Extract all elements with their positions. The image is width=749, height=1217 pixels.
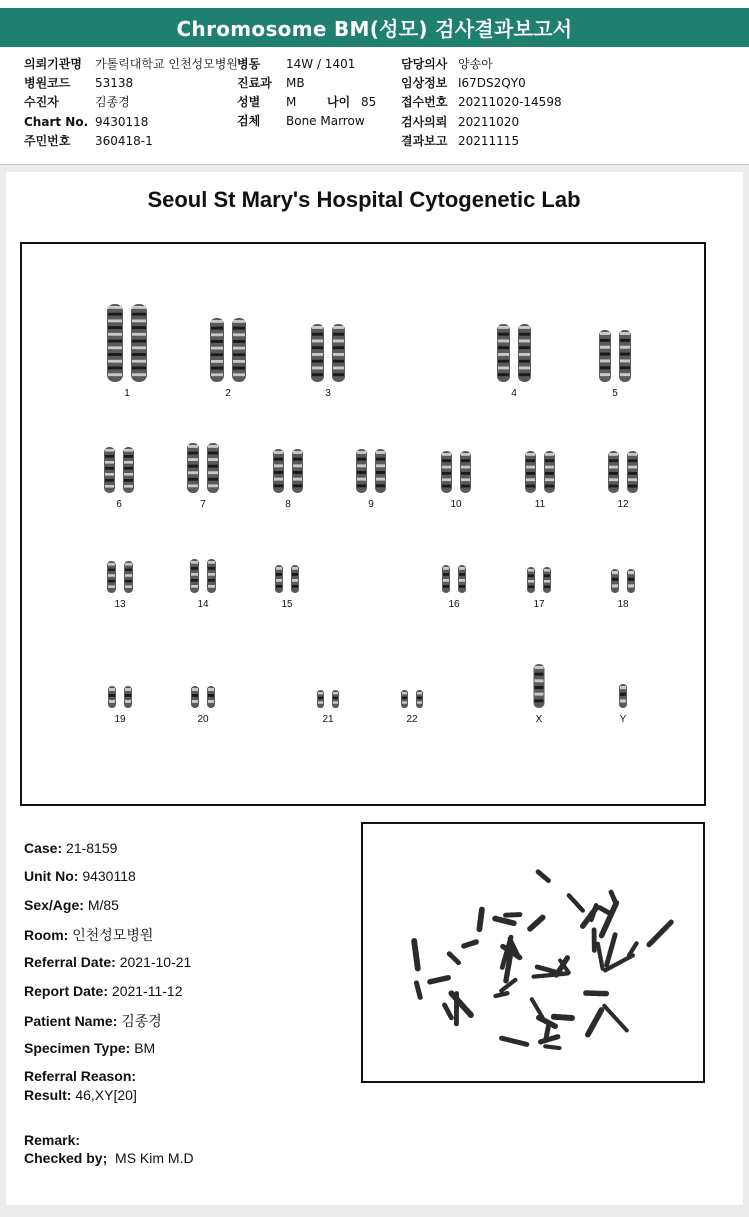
metaphase-chromosome xyxy=(414,941,418,968)
chromosome-pair-9 xyxy=(353,447,389,495)
metaphase-chromosome xyxy=(530,917,543,928)
metaphase-chromosome xyxy=(479,910,481,930)
info-age: 나이 85 xyxy=(327,95,377,109)
metaphase-chromosome xyxy=(604,1006,626,1031)
chromosome-pair-14 xyxy=(187,557,219,595)
info-ward: 병동 14W / 1401 xyxy=(237,57,356,71)
metaphase-chromosome xyxy=(586,993,607,994)
chromosome-pair-11 xyxy=(522,449,558,495)
report-title: Chromosome BM(성모) 검사결과보고서 xyxy=(176,17,573,41)
info-sex: 성별 M xyxy=(237,95,297,109)
chromosome-pair-22 xyxy=(398,688,426,710)
metaphase-chromosome xyxy=(505,915,519,916)
chromosome-pair-5 xyxy=(596,328,634,384)
chromosome-label-3: 3 xyxy=(325,388,331,399)
info-hospital: 의뢰기관명 가톨릭대학교 인천성모병원 xyxy=(24,57,238,71)
chromosome-pair-18 xyxy=(608,567,638,595)
field-remark: Remark: xyxy=(24,1132,81,1148)
chromosome-pair-20 xyxy=(188,684,218,710)
report-page xyxy=(6,172,743,1205)
metaphase-chromosome xyxy=(606,935,615,966)
info-patient: 수진자 김종경 xyxy=(24,95,130,109)
report-title-bar xyxy=(0,8,749,47)
chromosome-pair-10 xyxy=(438,449,474,495)
chromosome-label-21: 21 xyxy=(322,714,334,725)
field-case: Case: 21-8159 xyxy=(24,840,118,856)
metaphase-chromosome xyxy=(611,892,616,902)
chromosome-label-19: 19 xyxy=(114,714,126,725)
chromosome-label-11: 11 xyxy=(534,499,546,510)
chromosome-label-14: 14 xyxy=(197,599,209,610)
chromosome-label-6: 6 xyxy=(116,499,122,510)
chromosome-pair-Y xyxy=(608,682,638,710)
metaphase-spread xyxy=(363,824,703,1081)
field-sex-age: Sex/Age: M/85 xyxy=(24,897,119,913)
metaphase-chromosome xyxy=(554,1017,572,1018)
chromosome-label-10: 10 xyxy=(450,499,462,510)
chromosome-label-22: 22 xyxy=(406,714,418,725)
chromosome-label-16: 16 xyxy=(448,599,460,610)
field-referral-reason: Referral Reason: xyxy=(24,1068,137,1084)
chromosome-label-12: 12 xyxy=(617,499,629,510)
metaphase-chromosome xyxy=(430,978,448,982)
info-department: 진료과 MB xyxy=(237,76,305,90)
chromosome-label-4: 4 xyxy=(511,388,517,399)
info-hospital-code: 병원코드 53138 xyxy=(24,76,134,90)
field-unit-no: Unit No: 9430118 xyxy=(24,868,136,884)
chromosome-pair-15 xyxy=(272,563,302,595)
metaphase-chromosome xyxy=(449,954,458,963)
chromosome-pair-16 xyxy=(439,563,469,595)
chromosome-pair-19 xyxy=(105,684,135,710)
metaphase-chromosome xyxy=(545,1046,559,1048)
info-request-date: 검사의뢰 20211020 xyxy=(401,115,520,129)
metaphase-chromosome xyxy=(600,908,611,914)
metaphase-chromosome xyxy=(541,1037,558,1042)
field-result: Result: 46,XY[20] xyxy=(24,1087,137,1103)
chromosome-label-7: 7 xyxy=(200,499,206,510)
chromosome-pair-13 xyxy=(104,559,136,595)
karyogram xyxy=(20,242,706,806)
chromosome-label-13: 13 xyxy=(114,599,126,610)
chromosome-pair-X xyxy=(521,662,557,710)
chromosome-label-2: 2 xyxy=(225,388,231,399)
info-chart-no: Chart No. 9430118 xyxy=(24,115,149,129)
field-specimen-type: Specimen Type: BM xyxy=(24,1040,156,1056)
metaphase-chromosome xyxy=(464,942,476,946)
chromosome-pair-4 xyxy=(494,322,534,384)
chromosome-label-1: 1 xyxy=(124,388,130,399)
info-clinical: 임상정보 I67DS2QY0 xyxy=(401,76,526,90)
chromosome-pair-3 xyxy=(308,322,348,384)
field-patient-name: Patient Name: 김종경 xyxy=(24,1013,162,1029)
field-checked-by: Checked by; MS Kim M.D xyxy=(24,1150,194,1166)
chromosome-pair-6 xyxy=(101,445,137,495)
metaphase-chromosome xyxy=(416,983,420,997)
chromosome-pair-7 xyxy=(184,441,222,495)
metaphase-chromosome xyxy=(496,993,508,996)
chromosome-label-8: 8 xyxy=(285,499,291,510)
field-room: Room: 인천성모병원 xyxy=(24,927,154,943)
info-resident-no: 주민번호 360418-1 xyxy=(24,134,153,148)
chromosome-label-15: 15 xyxy=(281,599,293,610)
metaphase-chromosome xyxy=(445,1005,452,1018)
chromosome-pair-17 xyxy=(524,565,554,595)
chromosome-pair-12 xyxy=(605,449,641,495)
chromosome-label-20: 20 xyxy=(197,714,209,725)
info-physician: 담당의사 양송아 xyxy=(401,57,493,71)
info-receipt-no: 접수번호 20211020-14598 xyxy=(401,95,562,109)
metaphase-chromosome xyxy=(495,919,514,924)
field-report-date: Report Date: 2021-11-12 xyxy=(24,983,183,999)
metaphase-chromosome xyxy=(538,872,548,881)
info-report-date: 결과보고 20211115 xyxy=(401,134,520,148)
lab-title: Seoul St Mary's Hospital Cytogenetic Lab xyxy=(147,187,581,212)
chromosome-label-X: X xyxy=(535,714,543,725)
chromosome-label-18: 18 xyxy=(617,599,629,610)
chromosome-label-17: 17 xyxy=(533,599,545,610)
chromosome-pair-8 xyxy=(270,447,306,495)
chromosome-label-Y: Y xyxy=(619,714,627,725)
patient-info-panel xyxy=(0,47,749,165)
metaphase-chromosome xyxy=(502,1038,528,1044)
chromosome-pair-21 xyxy=(314,688,342,710)
chromosome-label-9: 9 xyxy=(368,499,374,510)
info-specimen: 검체 Bone Marrow xyxy=(237,114,365,128)
metaphase-chromosome xyxy=(648,922,671,945)
top-band xyxy=(0,0,749,8)
metaphase-chromosome xyxy=(588,1010,602,1035)
chromosome-pair-1 xyxy=(104,302,150,384)
field-referral-date: Referral Date: 2021-10-21 xyxy=(24,954,192,970)
metaphase-chromosome xyxy=(569,895,583,911)
metaphase-chromosome xyxy=(598,944,603,969)
chromosome-label-5: 5 xyxy=(612,388,618,399)
chromosome-pair-2 xyxy=(207,316,249,384)
metaphase-image xyxy=(361,822,705,1083)
